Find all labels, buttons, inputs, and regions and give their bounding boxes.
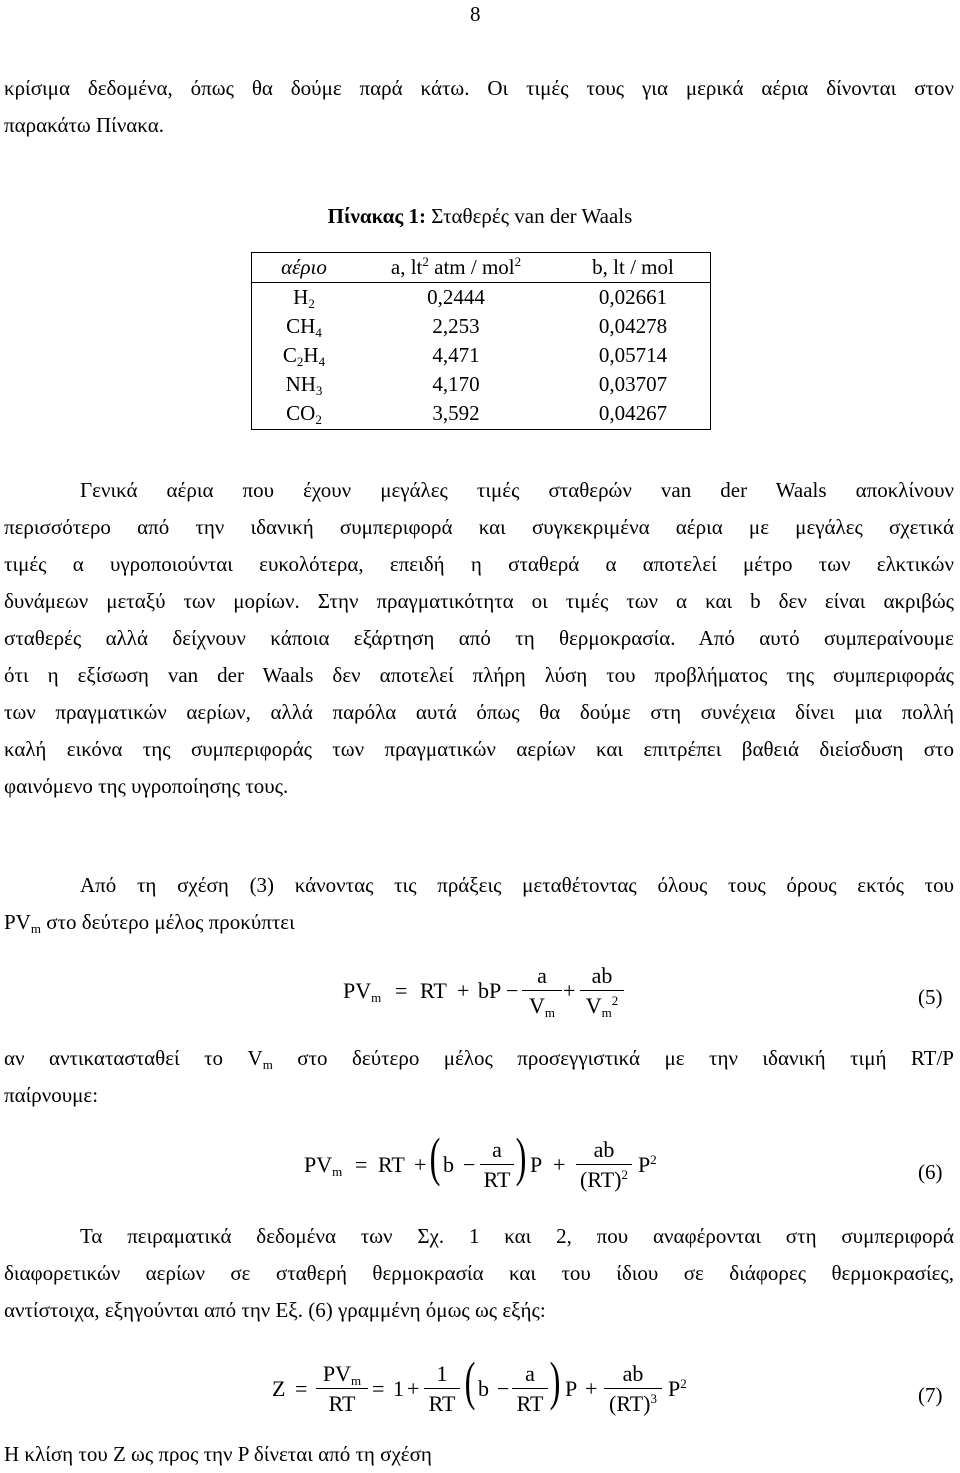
eq6-fraction-a: $\frac{a}{RT}$ — [480, 1136, 514, 1195]
eq7-z: Z — [272, 1376, 286, 1401]
text-line: παίρνουμε: — [4, 1083, 99, 1107]
table-cell-a: 3,592 — [432, 401, 480, 425]
eq6-equals: = — [355, 1152, 368, 1177]
eq7-minus: − — [497, 1376, 510, 1401]
left-paren: ( — [429, 1127, 441, 1187]
table-header-row — [252, 253, 710, 283]
table-cell-a: 0,2444 — [427, 285, 485, 309]
text-line: των πραγματικών αερίων, αλλά παρόλα αυτά όπως θα δούμε στη συνέχεια δίνει μια πολλή — [4, 700, 954, 724]
table-caption-text: Σταθερές van der Waals — [426, 204, 633, 228]
text-line: αντίστοιχα, εξηγούνται από την Εξ. (6) γραμμένη όμως ως εξής: — [4, 1298, 546, 1322]
left-paren: ( — [464, 1351, 476, 1411]
eq7-fraction-a: $\frac{a}{RT}$ — [512, 1360, 548, 1419]
eq5-lhs: $PV_m$ — [343, 978, 382, 1005]
eq5-fraction-a: $\frac{a}{V_m}$ — [522, 962, 562, 1021]
eq7-fraction-ab: $\frac{ab}{(RT)^3}$ — [604, 1360, 662, 1419]
text-line: κρίσιμα δεδομένα, όπως θα δούμε παρά κάτω. Οι τιμές τους για μερικά αέρια δίνονται στον — [4, 76, 954, 100]
eq7-term: P — [565, 1376, 578, 1401]
text-line: $PV_m$ στο δεύτερο μέλος προκύπτει — [4, 910, 295, 936]
page-number: 8 — [470, 2, 481, 26]
right-paren: ) — [549, 1351, 561, 1411]
eq5-plus: + — [457, 978, 470, 1003]
eq6-fraction-ab: $\frac{ab}{(RT)^2}$ — [576, 1136, 632, 1195]
table-cell-b: 0,04267 — [598, 401, 668, 425]
vdw-constants-table — [251, 252, 711, 430]
text-line: διαφορετικών αερίων σε σταθερή θερμοκρασία και του ίδιου σε διάφορες θερμοκρασίες, — [4, 1261, 954, 1285]
eq5-minus: − — [506, 978, 519, 1003]
body-paragraph-1 — [4, 472, 954, 805]
text-line: αν αντικατασταθεί το $V_m$ στο δεύτερο μέλος προσεγγιστικά με την ιδανική τιμή RT/P — [4, 1046, 954, 1072]
table-caption-label: Πίνακας 1: — [327, 204, 426, 228]
eq5-term: bP — [478, 978, 502, 1003]
eq7-one: 1 — [393, 1376, 404, 1401]
eq6-minus: − — [463, 1152, 476, 1177]
header-b: b, lt / mol — [592, 255, 674, 279]
table-caption — [0, 204, 960, 229]
table-cell-b: 0,03707 — [598, 372, 668, 396]
text-line: ότι η εξίσωση van der Waals δεν αποτελεί πλήρη λύση του προβλήματος της συμπεριφοράς — [4, 663, 954, 687]
text-line: περισσότερο από την ιδανική συμπεριφορά και συγκεκριμένα αέρια με μεγάλες σχετικά — [4, 515, 954, 539]
text-line: καλή εικόνα της συμπεριφοράς των πραγματικών αερίων και επιτρέπει βαθειά διείσδυση στο — [4, 737, 954, 761]
table-cell-gas: $H_2$ — [293, 285, 315, 311]
eq5-number: (5) — [918, 985, 943, 1009]
table-cell-gas: $C_2H_4$ — [282, 343, 326, 369]
eq6-plus: + — [414, 1152, 427, 1177]
body-paragraph-3 — [4, 1040, 954, 1114]
body-paragraph-5 — [4, 1436, 954, 1473]
text-line: φαινόμενο της υγροποίησης τους. — [4, 774, 289, 798]
text-line: Από τη σχέση (3) κάνοντας τις πράξεις μεταθέτοντας όλους τους όρους εκτός του — [80, 873, 954, 897]
eq5-term: RT — [420, 978, 447, 1003]
eq6-lhs: $PV_m$ — [304, 1152, 343, 1179]
table-cell-gas: $CO_2$ — [286, 401, 322, 427]
table-cell-b: 0,04278 — [598, 314, 668, 338]
eq7-plus: + — [407, 1376, 420, 1401]
eq7-number: (7) — [918, 1383, 943, 1407]
eq7-fraction-1: $\frac{1}{RT}$ — [424, 1360, 460, 1419]
eq7-term: $P^2$ — [668, 1376, 687, 1401]
text-line: Τα πειραματικά δεδομένα των Σχ. 1 και 2, που αναφέρονται στη συμπεριφορά — [80, 1224, 954, 1248]
body-paragraph-2 — [4, 867, 954, 941]
table-cell-gas: $NH_3$ — [285, 372, 323, 398]
text-line: Η κλίση του Z ως προς την P δίνεται από τη σχέση — [4, 1442, 432, 1466]
eq5-equals: = — [395, 978, 408, 1003]
table-cell-a: 4,170 — [432, 372, 480, 396]
table-cell-a: 4,471 — [432, 343, 480, 367]
eq7-plus: + — [585, 1376, 598, 1401]
header-a: a, $lt^2$ atm / mol$^2$ — [390, 254, 522, 279]
eq6-term: b — [443, 1152, 454, 1177]
eq6-number: (6) — [918, 1160, 943, 1184]
eq7-equals: = — [295, 1376, 308, 1401]
eq5-plus: + — [563, 978, 576, 1003]
text-line: τιμές α υγροποιούνται ευκολότερα, επειδή η σταθερά α αποτελεί μέτρο των ελκτικών — [4, 552, 954, 576]
eq7-term: b — [478, 1376, 489, 1401]
body-paragraph-4 — [4, 1218, 954, 1329]
header-gas: αέριο — [281, 255, 327, 279]
eq7-fraction-pv: $PV_m$ RT — [316, 1360, 368, 1419]
text-line: σταθερές αλλά δείχνουν κάποια εξάρτηση από τη θερμοκρασία. Από αυτό συμπεραίνουμε — [4, 626, 954, 650]
text-line: Γενικά αέρια που έχουν μεγάλες τιμές σταθερών van der Waals αποκλίνουν — [80, 478, 954, 502]
eq6-plus: + — [553, 1152, 566, 1177]
eq5-fraction-ab: $\frac{ab}{V_m^2}$ — [580, 962, 624, 1021]
eq6-term: RT — [378, 1152, 405, 1177]
eq6-term: P — [530, 1152, 543, 1177]
intro-paragraph — [4, 70, 954, 144]
table-cell-gas: $CH_4$ — [286, 314, 322, 340]
text-line: δυνάμεων μεταξύ των μορίων. Στην πραγματικότητα οι τιμές των α και b δεν είναι ακριβώς — [4, 589, 954, 613]
text-line: παρακάτω Πίνακα. — [4, 113, 164, 137]
table-cell-a: 2,253 — [432, 314, 480, 338]
right-paren: ) — [515, 1127, 527, 1187]
table-cell-b: 0,02661 — [598, 285, 668, 309]
table-cell-b: 0,05714 — [598, 343, 668, 367]
eq6-term: $P^2$ — [638, 1152, 657, 1177]
eq7-equals: = — [372, 1376, 385, 1401]
